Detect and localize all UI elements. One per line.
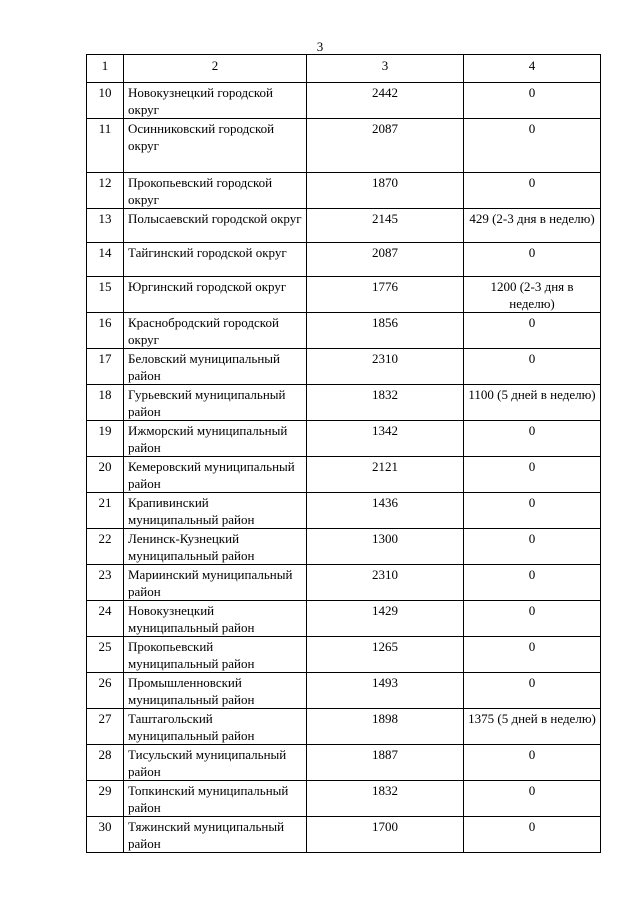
row-number: 27 bbox=[87, 709, 124, 745]
table-row bbox=[87, 457, 601, 493]
value-col-3: 1832 bbox=[307, 781, 464, 817]
value-col-3: 2442 bbox=[307, 83, 464, 119]
table-header-row bbox=[87, 55, 601, 83]
municipality-name: Мариинский муниципальный район bbox=[124, 565, 307, 601]
municipality-name: Тайгинский городской округ bbox=[124, 243, 307, 277]
value-col-4: 0 bbox=[464, 673, 601, 709]
municipality-name: Тисульский муниципальный район bbox=[124, 745, 307, 781]
value-col-4: 1375 (5 дней в неделю) bbox=[464, 709, 601, 745]
table-row bbox=[87, 243, 601, 277]
value-col-3: 2310 bbox=[307, 349, 464, 385]
table-row bbox=[87, 817, 601, 853]
row-number: 30 bbox=[87, 817, 124, 853]
municipality-name: Тяжинский муниципальный район bbox=[124, 817, 307, 853]
value-col-4: 0 bbox=[464, 601, 601, 637]
row-number: 29 bbox=[87, 781, 124, 817]
municipality-name: Юргинский городской округ bbox=[124, 277, 307, 313]
value-col-3: 2087 bbox=[307, 243, 464, 277]
value-col-3: 1856 bbox=[307, 313, 464, 349]
row-number: 25 bbox=[87, 637, 124, 673]
table-row bbox=[87, 565, 601, 601]
column-header: 4 bbox=[464, 55, 601, 83]
value-col-3: 1870 bbox=[307, 173, 464, 209]
value-col-4: 0 bbox=[464, 529, 601, 565]
municipality-name: Полысаевский городской округ bbox=[124, 209, 307, 243]
municipality-name: Крапивинский муниципальный район bbox=[124, 493, 307, 529]
value-col-3: 2121 bbox=[307, 457, 464, 493]
municipality-name: Новокузнецкий городской округ bbox=[124, 83, 307, 119]
value-col-3: 1436 bbox=[307, 493, 464, 529]
row-number: 20 bbox=[87, 457, 124, 493]
municipality-name: Таштагольский муниципальный район bbox=[124, 709, 307, 745]
table-row bbox=[87, 209, 601, 243]
value-col-4: 0 bbox=[464, 817, 601, 853]
municipality-name: Промышленновский муниципальный район bbox=[124, 673, 307, 709]
value-col-3: 1265 bbox=[307, 637, 464, 673]
value-col-4: 1100 (5 дней в неделю) bbox=[464, 385, 601, 421]
table-row bbox=[87, 637, 601, 673]
data-table bbox=[86, 54, 601, 853]
municipality-name: Ленинск-Кузнецкий муниципальный район bbox=[124, 529, 307, 565]
municipality-name: Кемеровский муниципальный район bbox=[124, 457, 307, 493]
value-col-3: 2145 bbox=[307, 209, 464, 243]
value-col-4: 0 bbox=[464, 313, 601, 349]
value-col-4: 0 bbox=[464, 745, 601, 781]
column-header: 3 bbox=[307, 55, 464, 83]
value-col-4: 1200 (2-3 дня в неделю) bbox=[464, 277, 601, 313]
value-col-3: 1300 bbox=[307, 529, 464, 565]
row-number: 21 bbox=[87, 493, 124, 529]
municipality-name: Осинниковский городской округ bbox=[124, 119, 307, 173]
row-number: 22 bbox=[87, 529, 124, 565]
table-row bbox=[87, 349, 601, 385]
table-row bbox=[87, 385, 601, 421]
row-number: 18 bbox=[87, 385, 124, 421]
table-row bbox=[87, 313, 601, 349]
value-col-3: 2310 bbox=[307, 565, 464, 601]
table-row bbox=[87, 277, 601, 313]
value-col-3: 1832 bbox=[307, 385, 464, 421]
municipality-name: Топкинский муниципальный район bbox=[124, 781, 307, 817]
municipality-name: Ижморский муниципальный район bbox=[124, 421, 307, 457]
row-number: 11 bbox=[87, 119, 124, 173]
value-col-4: 429 (2-3 дня в неделю) bbox=[464, 209, 601, 243]
row-number: 10 bbox=[87, 83, 124, 119]
value-col-4: 0 bbox=[464, 173, 601, 209]
value-col-3: 1342 bbox=[307, 421, 464, 457]
row-number: 12 bbox=[87, 173, 124, 209]
row-number: 17 bbox=[87, 349, 124, 385]
value-col-4: 0 bbox=[464, 457, 601, 493]
table-row bbox=[87, 529, 601, 565]
value-col-3: 1429 bbox=[307, 601, 464, 637]
row-number: 13 bbox=[87, 209, 124, 243]
value-col-3: 1700 bbox=[307, 817, 464, 853]
value-col-3: 1776 bbox=[307, 277, 464, 313]
row-number: 23 bbox=[87, 565, 124, 601]
row-number: 14 bbox=[87, 243, 124, 277]
column-header: 1 bbox=[87, 55, 124, 83]
municipality-name: Прокопьевский муниципальный район bbox=[124, 637, 307, 673]
table-row bbox=[87, 709, 601, 745]
municipality-name: Гурьевский муниципальный район bbox=[124, 385, 307, 421]
value-col-3: 2087 bbox=[307, 119, 464, 173]
value-col-3: 1887 bbox=[307, 745, 464, 781]
row-number: 16 bbox=[87, 313, 124, 349]
table-row bbox=[87, 173, 601, 209]
row-number: 15 bbox=[87, 277, 124, 313]
value-col-3: 1493 bbox=[307, 673, 464, 709]
table-row bbox=[87, 493, 601, 529]
municipality-name: Новокузнецкий муниципальный район bbox=[124, 601, 307, 637]
municipality-name: Краснобродский городской округ bbox=[124, 313, 307, 349]
table-row bbox=[87, 781, 601, 817]
value-col-4: 0 bbox=[464, 421, 601, 457]
row-number: 19 bbox=[87, 421, 124, 457]
table-row bbox=[87, 83, 601, 119]
value-col-4: 0 bbox=[464, 637, 601, 673]
value-col-3: 1898 bbox=[307, 709, 464, 745]
value-col-4: 0 bbox=[464, 119, 601, 173]
row-number: 24 bbox=[87, 601, 124, 637]
table-row bbox=[87, 421, 601, 457]
value-col-4: 0 bbox=[464, 83, 601, 119]
row-number: 28 bbox=[87, 745, 124, 781]
column-header: 2 bbox=[124, 55, 307, 83]
table-row bbox=[87, 745, 601, 781]
value-col-4: 0 bbox=[464, 243, 601, 277]
table-row bbox=[87, 601, 601, 637]
page-number: 3 bbox=[316, 39, 324, 54]
row-number: 26 bbox=[87, 673, 124, 709]
table-row bbox=[87, 673, 601, 709]
value-col-4: 0 bbox=[464, 349, 601, 385]
municipality-name: Прокопьевский городской округ bbox=[124, 173, 307, 209]
value-col-4: 0 bbox=[464, 781, 601, 817]
municipality-name: Беловский муниципальный район bbox=[124, 349, 307, 385]
value-col-4: 0 bbox=[464, 493, 601, 529]
table-row bbox=[87, 119, 601, 173]
value-col-4: 0 bbox=[464, 565, 601, 601]
